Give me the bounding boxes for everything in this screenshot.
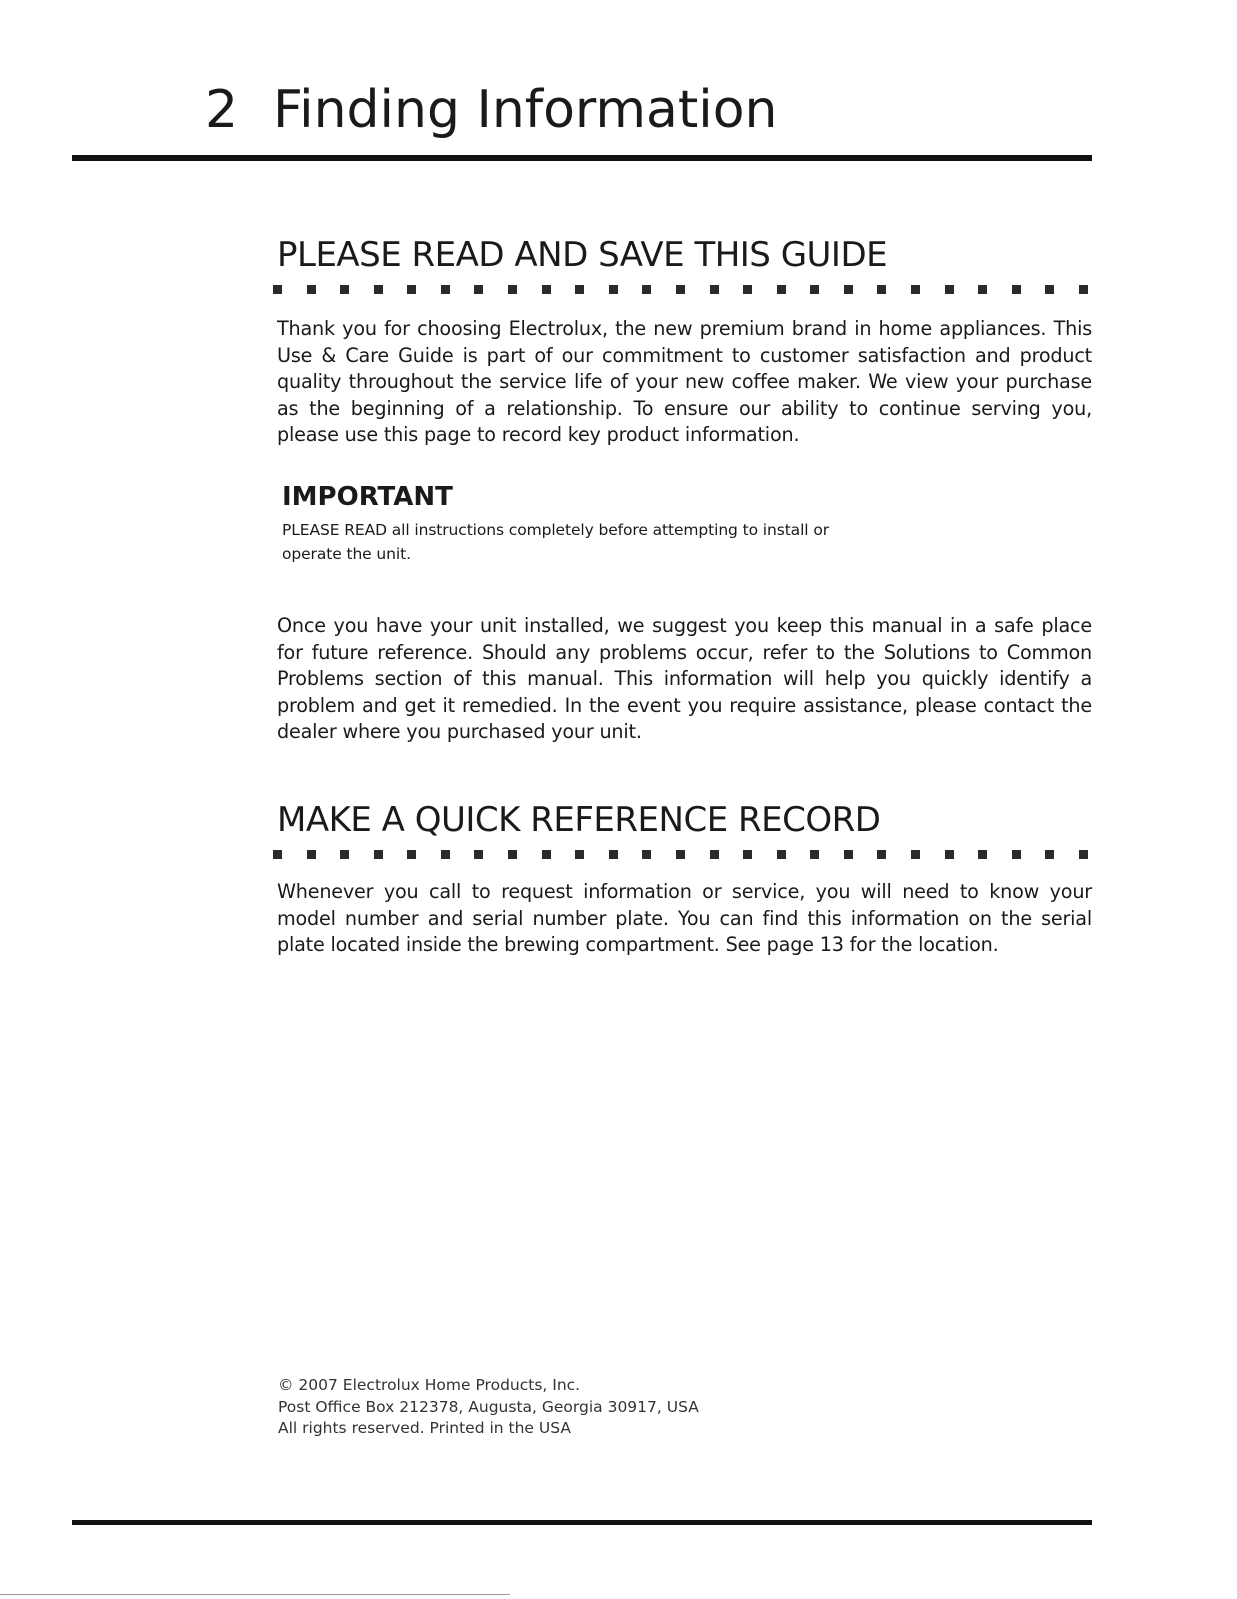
chapter-number: 2 bbox=[205, 80, 239, 140]
installed-paragraph-block bbox=[277, 613, 1092, 746]
footer-rule bbox=[72, 1520, 1092, 1525]
dotted-divider bbox=[273, 285, 1088, 294]
copyright-footer bbox=[278, 1375, 699, 1440]
scan-edge-line bbox=[0, 1594, 510, 1595]
intro-paragraph: Thank you for choosing Electrolux, the new premium brand in home appliances. This Use & Care Guide is part of our commitment to customer satisfaction and product quality throughout the service life of your new coffee maker. We view your purchase as the beginning of a relationship. To ensure our ability to continue serving you, please use this page to record key product information. bbox=[277, 317, 1092, 446]
intro-paragraph-block bbox=[277, 316, 1092, 449]
page-header bbox=[205, 80, 778, 140]
chapter-title: Finding Information bbox=[273, 80, 778, 140]
quick-reference-paragraph-block bbox=[277, 879, 1092, 959]
section-title-read-save: PLEASE READ AND SAVE THIS GUIDE bbox=[277, 235, 888, 275]
section-read-and-save bbox=[277, 235, 1092, 294]
installed-paragraph: Once you have your unit installed, we suggest you keep this manual in a safe place for future reference. Should any problems occur, refer to the Solutions to Common Problems section of this manual. This information will help you quickly identify a problem and get it remedied. In the event you require assistance, please contact the dealer where you purchased your unit. bbox=[277, 614, 1092, 743]
header-rule bbox=[72, 155, 1092, 161]
rights-line: All rights reserved. Printed in the USA bbox=[278, 1419, 571, 1437]
dotted-divider bbox=[273, 850, 1088, 859]
important-title: IMPORTANT bbox=[282, 482, 453, 512]
important-text-line2: operate the unit. bbox=[282, 545, 411, 563]
important-notice bbox=[282, 482, 1097, 566]
section-title-quick-reference: MAKE A QUICK REFERENCE RECORD bbox=[277, 800, 881, 840]
quick-reference-paragraph: Whenever you call to request information or service, you will need to know your model number and serial number plate. You can find this information on the serial plate located inside the brewing compartment. See page 13 for the location. bbox=[277, 880, 1092, 956]
address-line: Post Office Box 212378, Augusta, Georgia 30917, USA bbox=[278, 1397, 699, 1416]
important-text-line1: PLEASE READ all instructions completely before attempting to install or bbox=[282, 521, 829, 539]
copyright-line: © 2007 Electrolux Home Products, Inc. bbox=[278, 1376, 581, 1394]
section-quick-reference bbox=[277, 800, 1092, 859]
